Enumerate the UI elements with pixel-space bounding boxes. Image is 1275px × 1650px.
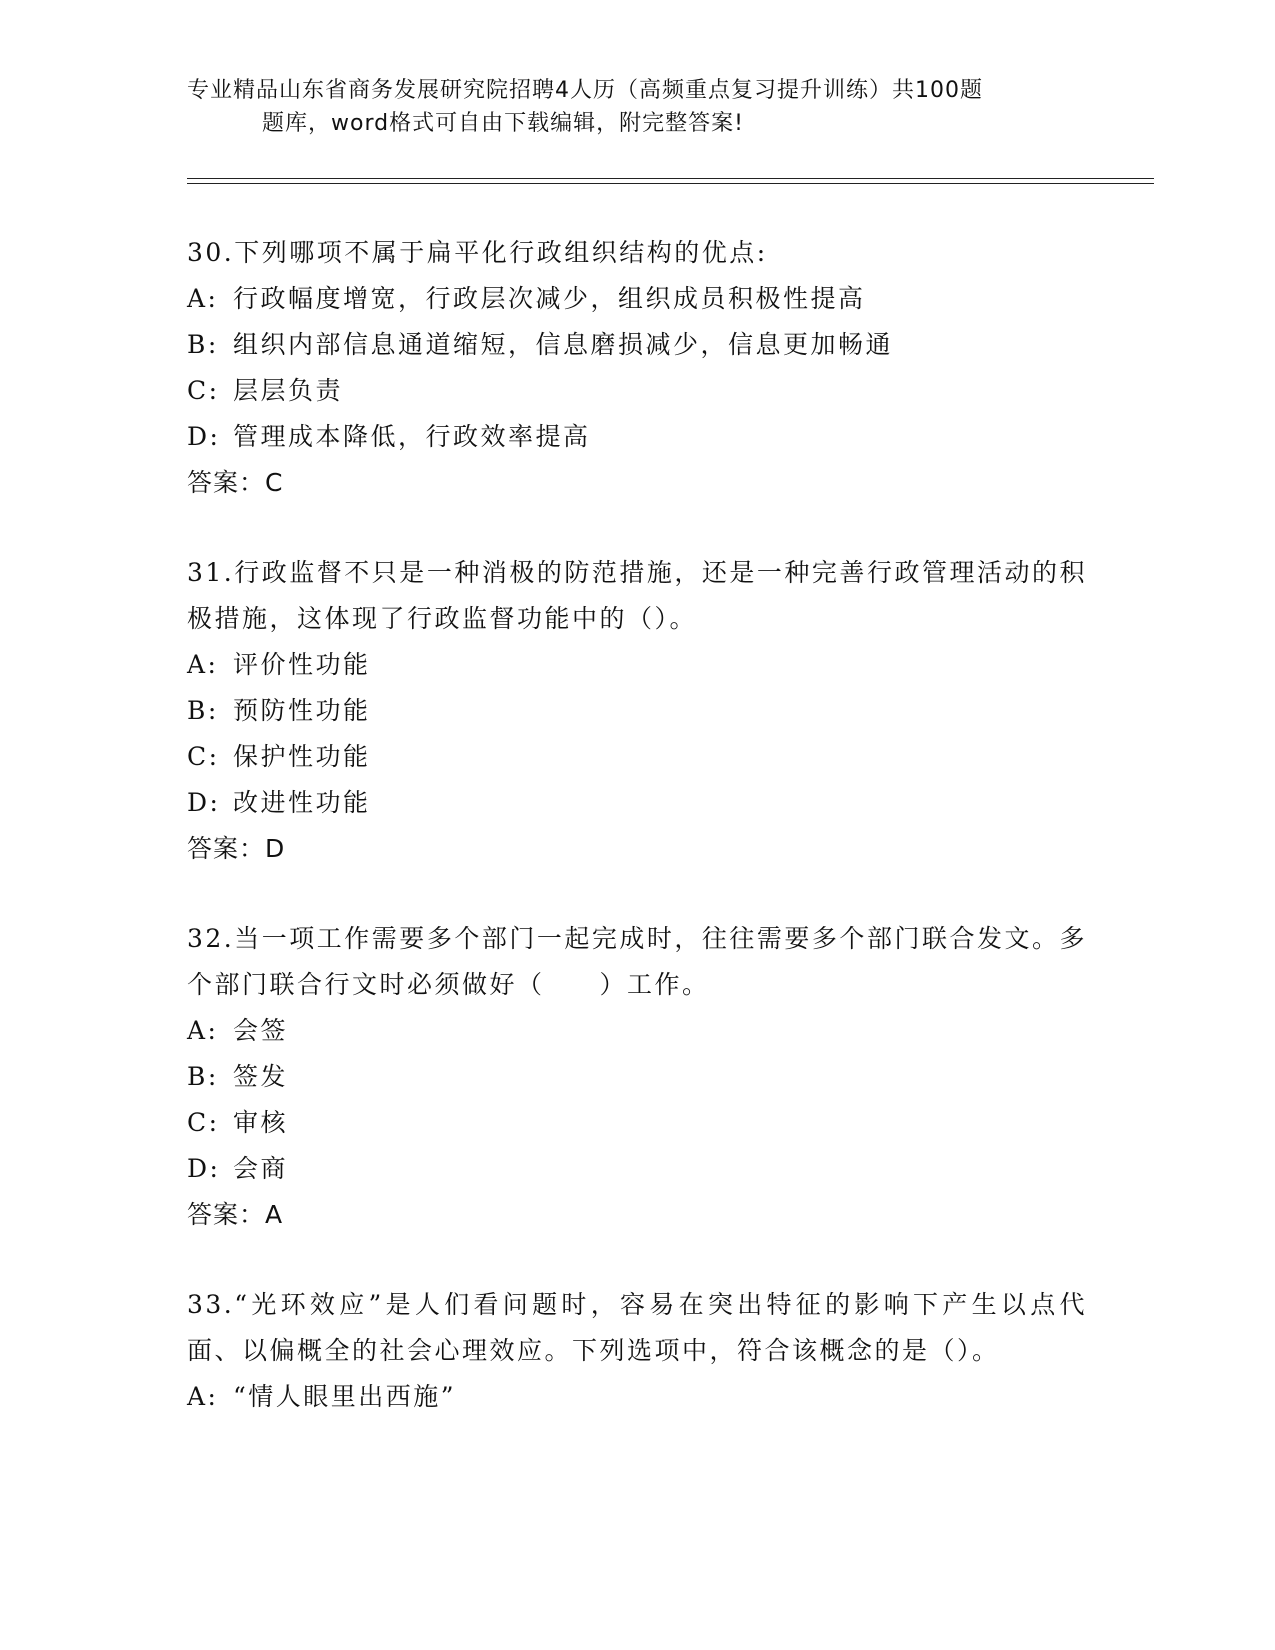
option-text: 评价性功能 <box>233 650 371 679</box>
option-a <box>187 276 1087 322</box>
option-a <box>187 1008 1087 1054</box>
question-stem: 30.下列哪项不属于扁平化行政组织结构的优点: <box>187 238 768 267</box>
option-a <box>187 642 1087 688</box>
option-c <box>187 1100 1087 1146</box>
option-letter: D: <box>187 422 221 451</box>
option-c <box>187 734 1087 780</box>
question-list <box>187 230 1087 1464</box>
option-letter: B: <box>187 696 219 725</box>
question-stem: 31.行政监督不只是一种消极的防范措施，还是一种完善行政管理活动的积极措施，这体现了行政监督功能中的（）。 <box>187 558 1087 633</box>
question-30 <box>187 230 1087 506</box>
option-text: 会商 <box>233 1154 289 1183</box>
option-letter: A: <box>187 1382 219 1411</box>
header-title-line-1: 专业精品山东省商务发展研究院招聘4人历（高频重点复习提升训练）共100题 <box>187 78 983 103</box>
option-b <box>187 322 1087 368</box>
option-text: 组织内部信息通道缩短，信息磨损减少，信息更加畅通 <box>233 330 894 359</box>
option-letter: C: <box>187 376 220 405</box>
document-header <box>187 74 1067 140</box>
option-b <box>187 688 1087 734</box>
option-d <box>187 780 1087 826</box>
option-letter: C: <box>187 742 220 771</box>
header-title-line-2: 题库，word格式可自由下载编辑，附完整答案! <box>262 111 744 136</box>
option-letter: B: <box>187 1062 219 1091</box>
option-text: 预防性功能 <box>233 696 371 725</box>
option-text: 签发 <box>233 1062 289 1091</box>
option-text: 行政幅度增宽，行政层次减少，组织成员积极性提高 <box>233 284 866 313</box>
answer-label: 答案：A <box>187 1200 284 1229</box>
question-stem: 33.“光环效应”是人们看问题时，容易在突出特征的影响下产生以点代面、以偏概全的社会心理效应。下列选项中，符合该概念的是（）。 <box>187 1290 1087 1365</box>
answer-label: 答案：D <box>187 834 286 863</box>
option-letter: A: <box>187 650 219 679</box>
option-d <box>187 414 1087 460</box>
option-c <box>187 368 1087 414</box>
option-text: 审核 <box>233 1108 289 1137</box>
option-text: 层层负责 <box>233 376 344 405</box>
option-letter: A: <box>187 284 219 313</box>
option-a <box>187 1374 1087 1420</box>
option-text: 管理成本降低，行政效率提高 <box>233 422 591 451</box>
question-33 <box>187 1282 1087 1420</box>
option-letter: A: <box>187 1016 219 1045</box>
option-letter: D: <box>187 788 221 817</box>
option-text: “情人眼里出西施” <box>233 1382 457 1411</box>
header-divider-top <box>187 178 1154 179</box>
question-stem: 32.当一项工作需要多个部门一起完成时，往往需要多个部门联合发文。多个部门联合行文时必须做好（ ）工作。 <box>187 924 1087 999</box>
option-letter: B: <box>187 330 219 359</box>
header-divider-bottom <box>187 183 1154 184</box>
answer-label: 答案：C <box>187 468 284 497</box>
question-31 <box>187 550 1087 872</box>
question-32 <box>187 916 1087 1238</box>
option-b <box>187 1054 1087 1100</box>
option-letter: C: <box>187 1108 220 1137</box>
option-text: 改进性功能 <box>233 788 371 817</box>
option-text: 保护性功能 <box>233 742 371 771</box>
option-d <box>187 1146 1087 1192</box>
option-letter: D: <box>187 1154 221 1183</box>
option-text: 会签 <box>233 1016 289 1045</box>
